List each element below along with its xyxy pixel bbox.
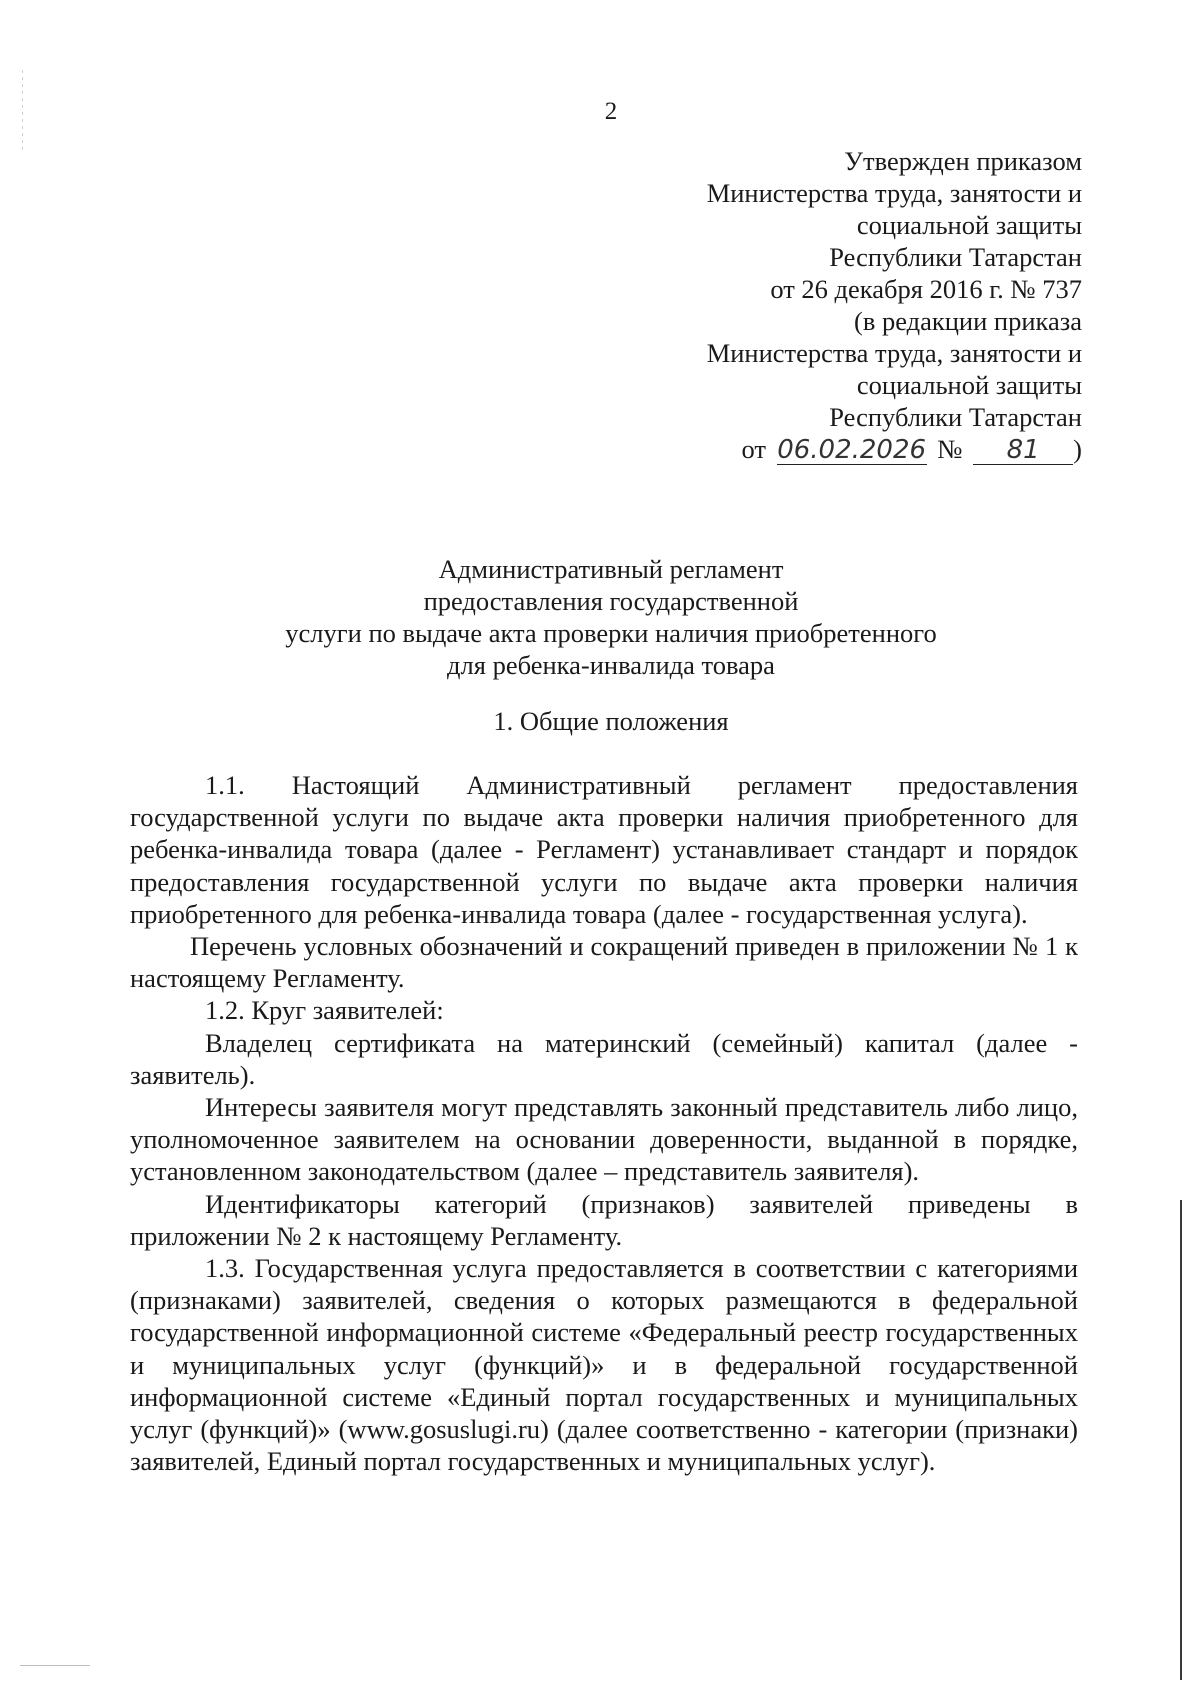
title-line: для ребенка-инвалида товара [447, 650, 775, 680]
handwritten-date: 06.02.2026 [777, 435, 927, 465]
approval-line: социальной защиты [856, 370, 1082, 400]
document-title [0, 553, 1200, 681]
scan-edge-mark [20, 1665, 90, 1666]
approval-line: Министерства труда, занятости и [706, 338, 1082, 368]
approval-line: Министерства труда, занятости и [706, 178, 1082, 208]
approval-line: Республики Татарстан [829, 242, 1082, 272]
title-line: предоставления государственной [423, 586, 799, 616]
signoff-prefix: от [741, 434, 766, 464]
approval-line: социальной защиты [856, 210, 1082, 240]
paragraph: Владелец сертификата на материнский (семейный) капитал (далее - заявитель). [130, 1027, 1078, 1090]
paragraph: Интересы заявителя могут представлять законный представитель либо лицо, уполномоченное заявителем на основании доверенности, выданной в порядке, установленном законодательством (далее – представитель заявителя). [130, 1092, 1078, 1187]
handwritten-number: 81 [973, 437, 1073, 465]
paragraph: Перечень условных обозначений и сокращений приведен в приложении № 1 к настоящему Регламенту. [130, 931, 1078, 994]
approval-line: Республики Татарстан [829, 402, 1082, 432]
scan-edge-mark [1180, 1200, 1182, 1680]
approval-line: от 26 декабря 2016 г. № 737 [770, 274, 1082, 304]
paragraph: 1.1. Настоящий Административный регламент предоставления государственной услуги по выдаче акта проверки наличия приобретенного для ребенка-инвалида товара (далее - Регламент) устанавливает стандарт и порядок предоставления государственной услуги по выдаче акта проверки наличия приобретенного для ребенка-инвалида товара (далее - государственная услуга). [130, 770, 1078, 929]
approval-stamp-block [522, 145, 1082, 465]
section-heading: 1. Общие положения [493, 706, 729, 736]
signoff-suffix: ) [1073, 434, 1082, 464]
signoff-number-label: № [937, 434, 963, 464]
paragraph: 1.2. Круг заявителей: [205, 995, 444, 1026]
page-number: 2 [604, 98, 618, 125]
approval-line: (в редакции приказа [854, 306, 1082, 336]
title-line: услуги по выдаче акта проверки наличия приобретенного [285, 618, 937, 648]
document-body [130, 769, 1078, 1477]
paragraph: Идентификаторы категорий (признаков) заявителей приведены в приложении № 2 к настоящему Регламенту. [130, 1188, 1078, 1251]
paragraph: 1.3. Государственная услуга предоставляется в соответствии с категориями (признаками) заявителей, сведения о которых размещаются в федеральной государственной информационной системе «Федеральный реестр государственных и муниципальных услуг (функций)» и в федеральной государственной информационной системе «Единый портал государственных и муниципальных услуг (функций)» (www.gosuslugi.ru) (далее соответственно - категории (признаки) заявителей, Единый портал государственных и муниципальных услуг). [130, 1253, 1078, 1477]
approval-line: Утвержден приказом [844, 146, 1082, 176]
approval-signoff-line [522, 433, 1082, 465]
title-line: Административный регламент [438, 554, 784, 584]
